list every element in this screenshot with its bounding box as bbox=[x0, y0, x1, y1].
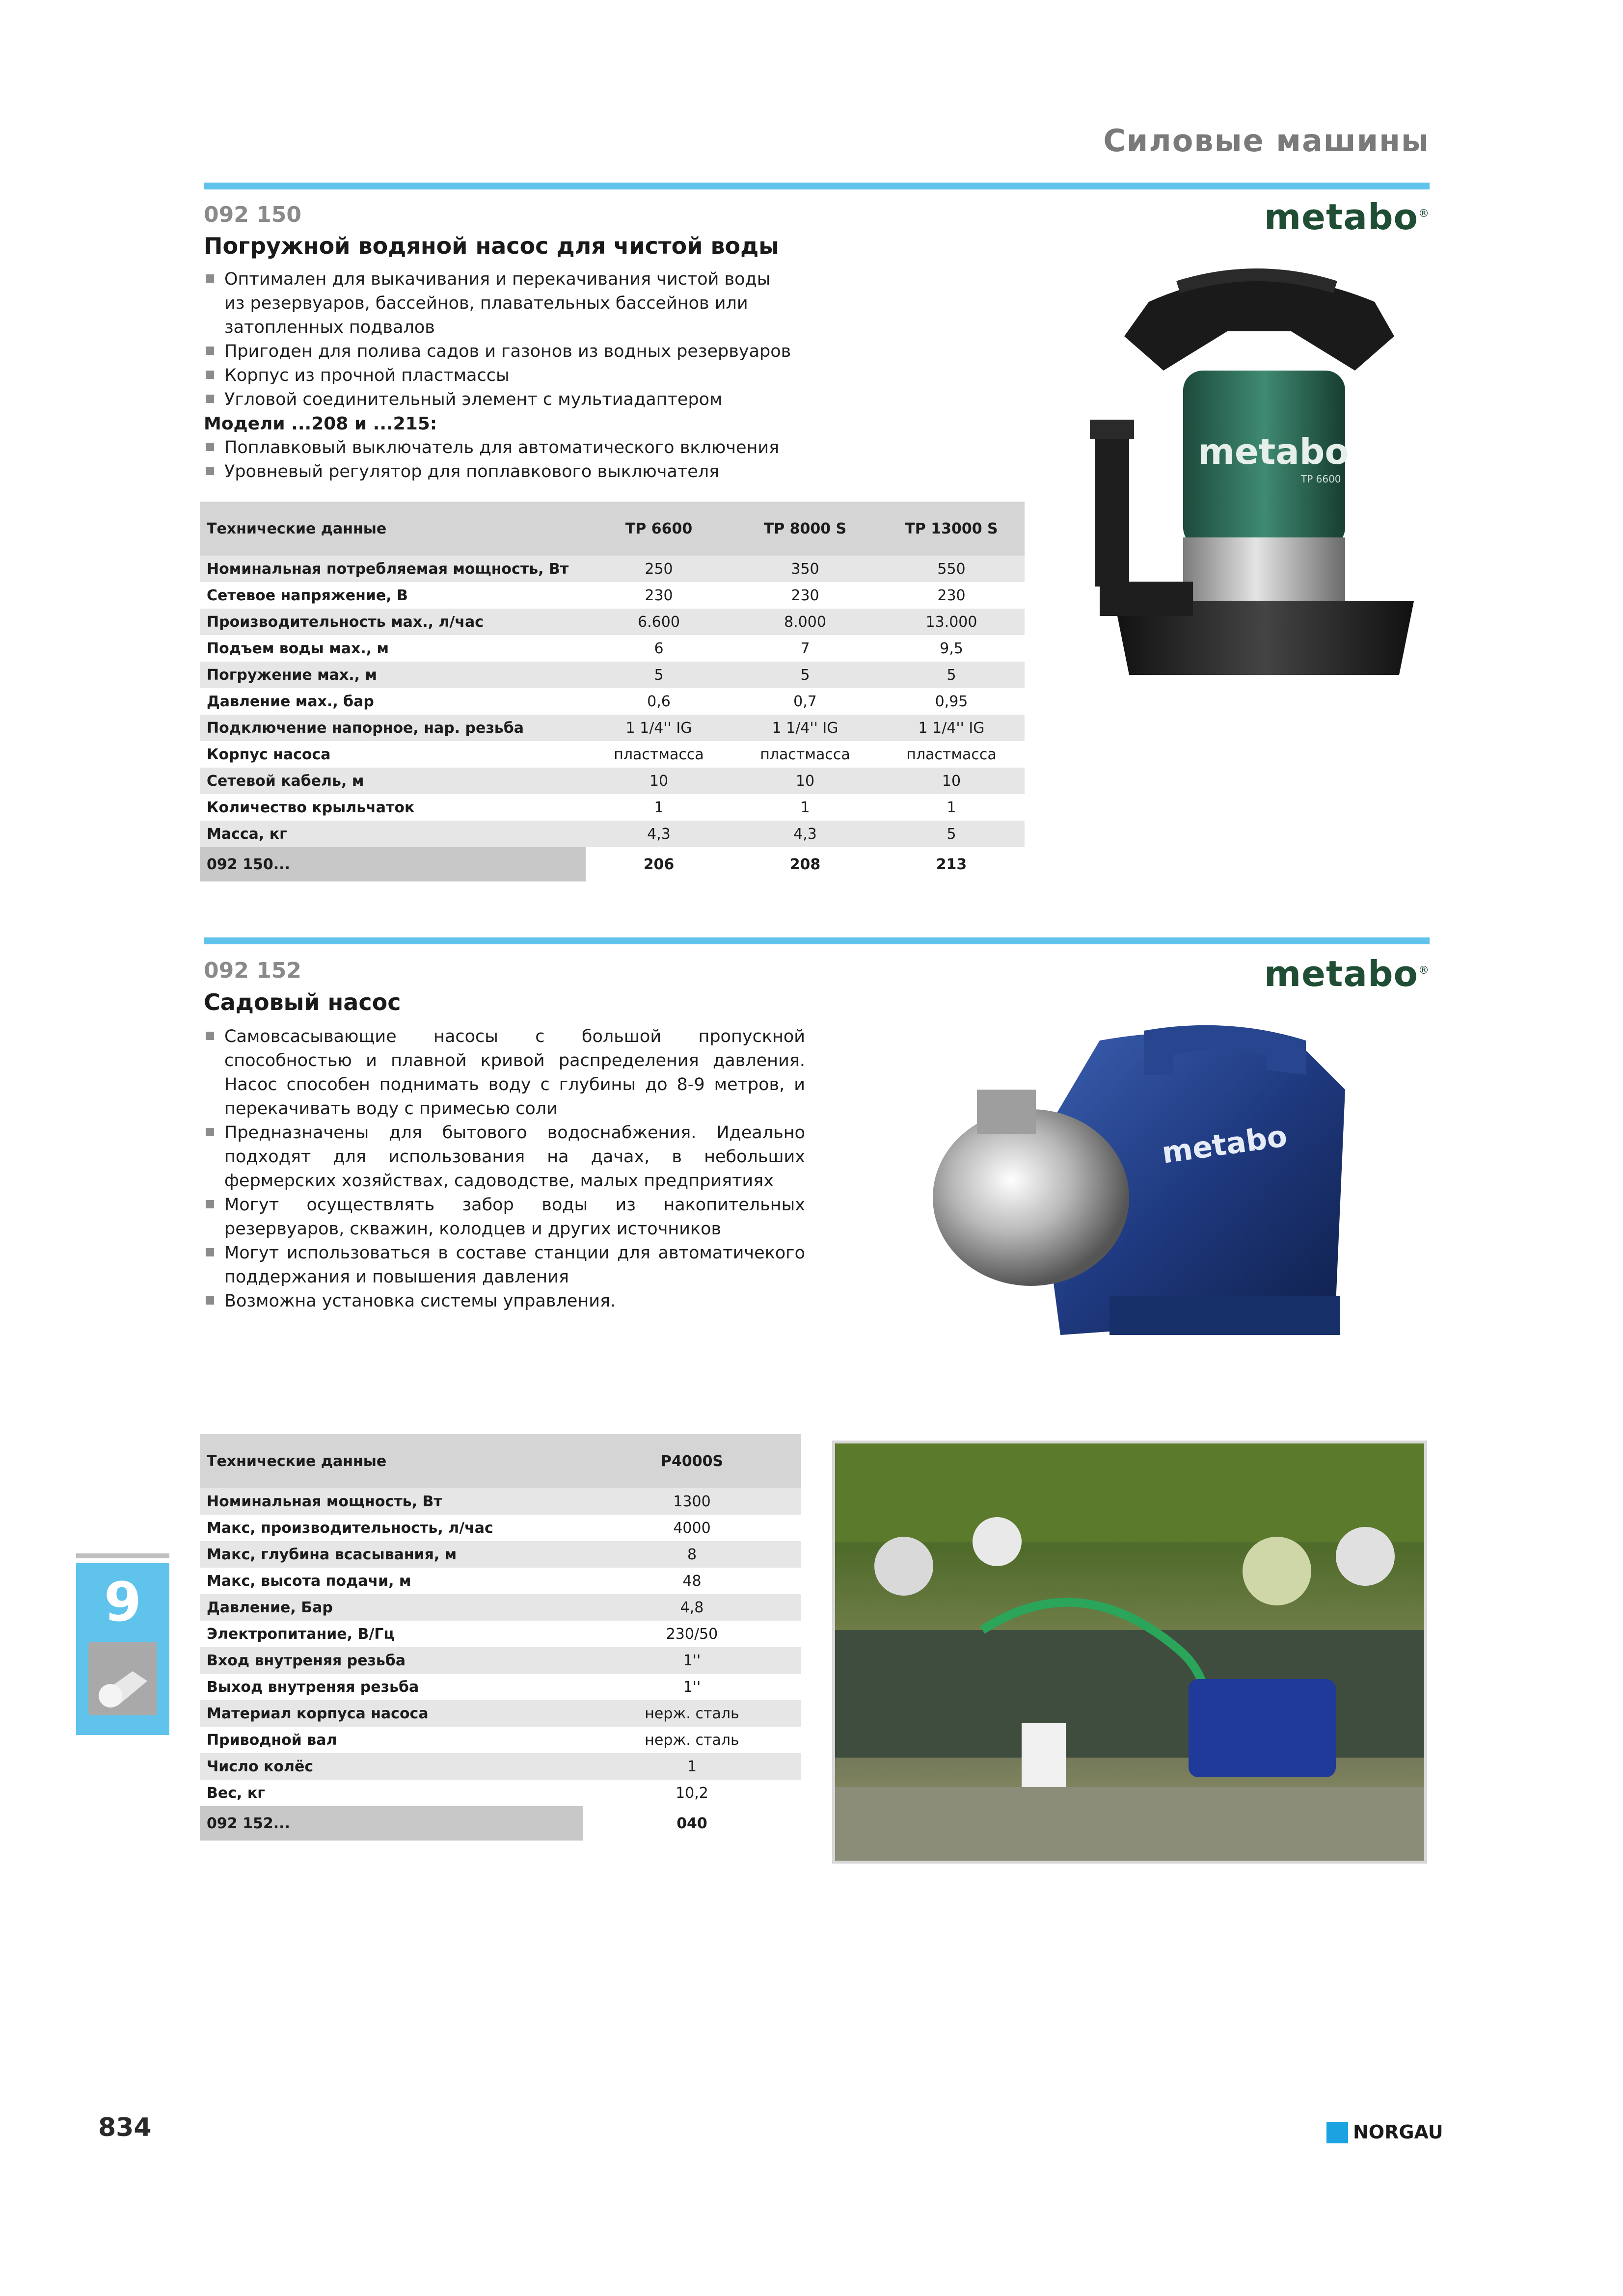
spec-value: 1 1/4'' IG bbox=[586, 715, 732, 741]
spec-value: 1 bbox=[800, 799, 810, 816]
spec-value: 1 1/4'' IG bbox=[732, 715, 878, 741]
table-row bbox=[200, 1647, 801, 1674]
spec-row-label: Подъем воды мах., м bbox=[207, 640, 389, 657]
table-row bbox=[200, 715, 1025, 741]
spec-value: 6 bbox=[654, 640, 664, 657]
spec-value: 10 bbox=[586, 768, 732, 794]
section1-spec-table bbox=[200, 502, 1025, 881]
spec-value: 550 bbox=[878, 556, 1025, 582]
section1-description bbox=[204, 267, 793, 484]
spec-row-label: Масса, кг bbox=[200, 821, 586, 847]
spec-row-label: Сетевой кабель, м bbox=[200, 768, 586, 794]
norgau-logo: NORGAU bbox=[1353, 2121, 1443, 2143]
spec-value: пластмасса bbox=[614, 746, 704, 763]
section1-bullet-list bbox=[204, 267, 793, 412]
spec-row-label: Количество крыльчаток bbox=[207, 799, 415, 816]
spec-column-header: P4000S bbox=[583, 1434, 801, 1488]
table-row bbox=[200, 1674, 801, 1700]
bullet-item: Предназначены для бытового водоснабжения. Идеально подходят для использования на дачах, в небольших фермерских хозяйствах, садоводстве, малых предприятиях bbox=[204, 1121, 805, 1193]
spec-row-label: Номинальная потребляемая мощность, Вт bbox=[200, 556, 586, 582]
spec-row-label: Давление, Бар bbox=[200, 1594, 583, 1621]
submersible-pump-image bbox=[1080, 258, 1434, 724]
table-row bbox=[200, 582, 1025, 609]
page-number: 834 bbox=[98, 2113, 152, 2142]
spec-value: 10 bbox=[878, 768, 1025, 794]
metabo-logo-text-2: metabo bbox=[1264, 953, 1418, 994]
spec-value: 4,3 bbox=[586, 821, 732, 847]
spec-value: нерж. сталь bbox=[645, 1731, 739, 1749]
angle-grinder-glyph bbox=[88, 1642, 157, 1715]
spec-row-label: Число колёс bbox=[200, 1753, 583, 1780]
spec-value: 48 bbox=[682, 1572, 702, 1590]
spec-value: 5 bbox=[732, 662, 878, 688]
angle-grinder-icon bbox=[88, 1642, 157, 1715]
order-code-suffix: 206 bbox=[586, 847, 732, 881]
spec-row-label: Производительность мах., л/час bbox=[200, 609, 586, 635]
bullet-item: Могут использоваться в составе станции для автоматичекого поддержания и повышения давления bbox=[204, 1241, 805, 1289]
garden-pump-image bbox=[913, 1021, 1404, 1364]
table-row bbox=[200, 821, 1025, 847]
table-row bbox=[200, 794, 1025, 821]
spec-table-body bbox=[200, 556, 1025, 881]
table-row bbox=[200, 1780, 801, 1806]
spec-row-label: Погружение мах., м bbox=[200, 662, 586, 688]
spec-value: 1'' bbox=[683, 1678, 701, 1696]
spec-value: 250 bbox=[586, 556, 732, 582]
spec-row-label: Макс, производительность, л/час bbox=[207, 1519, 493, 1537]
spec-value: пластмасса bbox=[906, 746, 997, 763]
metabo-logo-text: metabo bbox=[1264, 196, 1418, 238]
spec-value: 1 bbox=[947, 799, 956, 816]
section2-bullet-list bbox=[204, 1025, 805, 1313]
table-row bbox=[200, 635, 1025, 662]
order-code-label: 092 150... bbox=[200, 847, 586, 881]
spec-value: 6.600 bbox=[586, 609, 732, 635]
spec-value: 5 bbox=[586, 662, 732, 688]
table-row bbox=[200, 609, 1025, 635]
side-tab-divider bbox=[76, 1553, 169, 1558]
spec-header-label: Технические данные bbox=[200, 502, 586, 556]
spec-value: 5 bbox=[878, 662, 1025, 688]
models-heading: Модели ...208 и ...215: bbox=[204, 414, 437, 434]
spec-value: 7 bbox=[800, 640, 810, 657]
spec-value: 1 bbox=[654, 799, 664, 816]
table-row bbox=[200, 1700, 801, 1727]
spec-value: 1 1/4'' IG bbox=[878, 715, 1025, 741]
table-row bbox=[200, 1753, 801, 1780]
section2-description bbox=[204, 1025, 805, 1313]
spec-value: 10 bbox=[732, 768, 878, 794]
section1-title: Погружной водяной насос для чистой воды bbox=[204, 233, 779, 259]
spec-value: 4000 bbox=[673, 1519, 711, 1537]
spec-table-body-2 bbox=[200, 1488, 801, 1841]
table-row bbox=[200, 688, 1025, 715]
section2-code: 092 152 bbox=[204, 958, 302, 983]
spec-value: 1'' bbox=[583, 1647, 801, 1674]
spec-value: 230/50 bbox=[666, 1625, 718, 1643]
spec-column-header: TP 8000 S bbox=[732, 502, 878, 556]
spec-column-header: TP 13000 S bbox=[878, 502, 1025, 556]
spec-value: 4,3 bbox=[732, 821, 878, 847]
bullet-item: Возможна установка системы управления. bbox=[204, 1289, 805, 1313]
spec-value: 0,95 bbox=[935, 693, 968, 710]
spec-row-label: Приводной вал bbox=[207, 1731, 337, 1749]
spec-row-label: Сетевое напряжение, В bbox=[207, 587, 408, 604]
spec-row-label: Подключение напорное, нар. резьба bbox=[200, 715, 586, 741]
spec-row-label: Материал корпуса насоса bbox=[200, 1700, 583, 1727]
section1-code: 092 150 bbox=[204, 202, 302, 227]
table-row bbox=[200, 1515, 801, 1541]
bullet-item: Угловой соединительный элемент с мультиадаптером bbox=[204, 388, 793, 412]
table-row bbox=[200, 1594, 801, 1621]
bullet-item: Самовсасывающие насосы с большой пропускной способностью и плавной кривой распределения давления. Насос способен поднимать воду с глубины до 8-9 метров, и перекачивать воду с примесью соли bbox=[204, 1025, 805, 1121]
bullet-item: Оптимален для выкачивания и перекачивания чистой воды из резервуаров, бассейнов, плавательных бассейнов или затопленных подвалов bbox=[204, 267, 793, 340]
chapter-number: 9 bbox=[104, 1571, 142, 1633]
spec-value: 1 bbox=[583, 1753, 801, 1780]
spec-column-header: TP 6600 bbox=[586, 502, 732, 556]
spec-value: 230 bbox=[645, 587, 673, 604]
page-header: Силовые машины bbox=[1103, 123, 1430, 159]
spec-row-label: Электропитание, В/Гц bbox=[207, 1625, 395, 1643]
section2-spec-table bbox=[200, 1434, 801, 1841]
spec-value: 230 bbox=[791, 587, 819, 604]
spec-value: 0,6 bbox=[647, 693, 671, 710]
spec-row-label: Вход внутреняя резьба bbox=[200, 1647, 583, 1674]
svg-text:metabo: metabo bbox=[1160, 1119, 1290, 1171]
table-row bbox=[200, 1568, 801, 1594]
order-code-suffix: 213 bbox=[878, 847, 1025, 881]
spec-value: нерж. сталь bbox=[583, 1700, 801, 1727]
pond-photo-illustration bbox=[835, 1443, 1424, 1861]
spec-value: 1300 bbox=[583, 1488, 801, 1515]
bullet-item: Поплавковый выключатель для автоматического включения bbox=[204, 436, 793, 460]
bullet-item: Корпус из прочной пластмассы bbox=[204, 364, 793, 388]
bullet-item: Пригоден для полива садов и газонов из водных резервуаров bbox=[204, 340, 793, 364]
spec-row-label: Макс, высота подачи, м bbox=[207, 1572, 411, 1590]
table-row bbox=[200, 662, 1025, 688]
spec-value: 0,7 bbox=[793, 693, 817, 710]
section2-divider bbox=[204, 937, 1430, 944]
spec-row-label: Макс, глубина всасывания, м bbox=[200, 1541, 583, 1568]
order-code-suffix: 208 bbox=[732, 847, 878, 881]
bullet-item: Могут осуществлять забор воды из накопительных резервуаров, скважин, колодцев и других источников bbox=[204, 1193, 805, 1241]
pond-photo bbox=[832, 1441, 1427, 1864]
spec-row-label: Вес, кг bbox=[207, 1784, 265, 1802]
spec-value: 8 bbox=[583, 1541, 801, 1568]
submersible-pump-illustration bbox=[1080, 258, 1434, 724]
section1-model-bullet-list bbox=[204, 436, 793, 484]
metabo-logo: metabo® bbox=[1264, 196, 1430, 238]
table-row bbox=[200, 556, 1025, 582]
spec-value: 230 bbox=[937, 587, 966, 604]
spec-row-label: Номинальная мощность, Вт bbox=[200, 1488, 583, 1515]
section1-divider bbox=[204, 183, 1430, 189]
order-code-suffix: 040 bbox=[583, 1806, 801, 1841]
metabo-logo-2: metabo® bbox=[1264, 953, 1430, 994]
spec-value: 350 bbox=[732, 556, 878, 582]
spec-value: 5 bbox=[878, 821, 1025, 847]
svg-text:TP 6600: TP 6600 bbox=[1301, 473, 1341, 485]
order-code-label: 092 152... bbox=[200, 1806, 583, 1841]
svg-text:metabo: metabo bbox=[1198, 431, 1349, 472]
spec-table-header-2 bbox=[200, 1434, 801, 1488]
spec-row-label: Давление мах., бар bbox=[207, 693, 374, 710]
order-code-row bbox=[200, 1806, 801, 1841]
table-row bbox=[200, 768, 1025, 794]
table-row bbox=[200, 1727, 801, 1753]
spec-value: 9,5 bbox=[940, 640, 963, 657]
table-row bbox=[200, 1541, 801, 1568]
bullet-item: Уровневый регулятор для поплавкового выключателя bbox=[204, 460, 793, 484]
spec-row-label: Выход внутреняя резьба bbox=[207, 1678, 419, 1696]
norgau-logo-square bbox=[1326, 2122, 1348, 2143]
spec-header-label: Технические данные bbox=[200, 1434, 583, 1488]
spec-value: 13.000 bbox=[878, 609, 1025, 635]
section2-title: Садовый насос bbox=[204, 989, 401, 1015]
spec-row-label: Корпус насоса bbox=[207, 746, 331, 763]
spec-value: 4,8 bbox=[583, 1594, 801, 1621]
garden-pump-illustration bbox=[913, 1021, 1404, 1364]
table-row bbox=[200, 741, 1025, 768]
order-code-row bbox=[200, 847, 1025, 881]
table-row bbox=[200, 1488, 801, 1515]
spec-value: 8.000 bbox=[732, 609, 878, 635]
spec-value: 10,2 bbox=[676, 1784, 708, 1802]
spec-table-header bbox=[200, 502, 1025, 556]
table-row bbox=[200, 1621, 801, 1647]
spec-value: пластмасса bbox=[760, 746, 850, 763]
